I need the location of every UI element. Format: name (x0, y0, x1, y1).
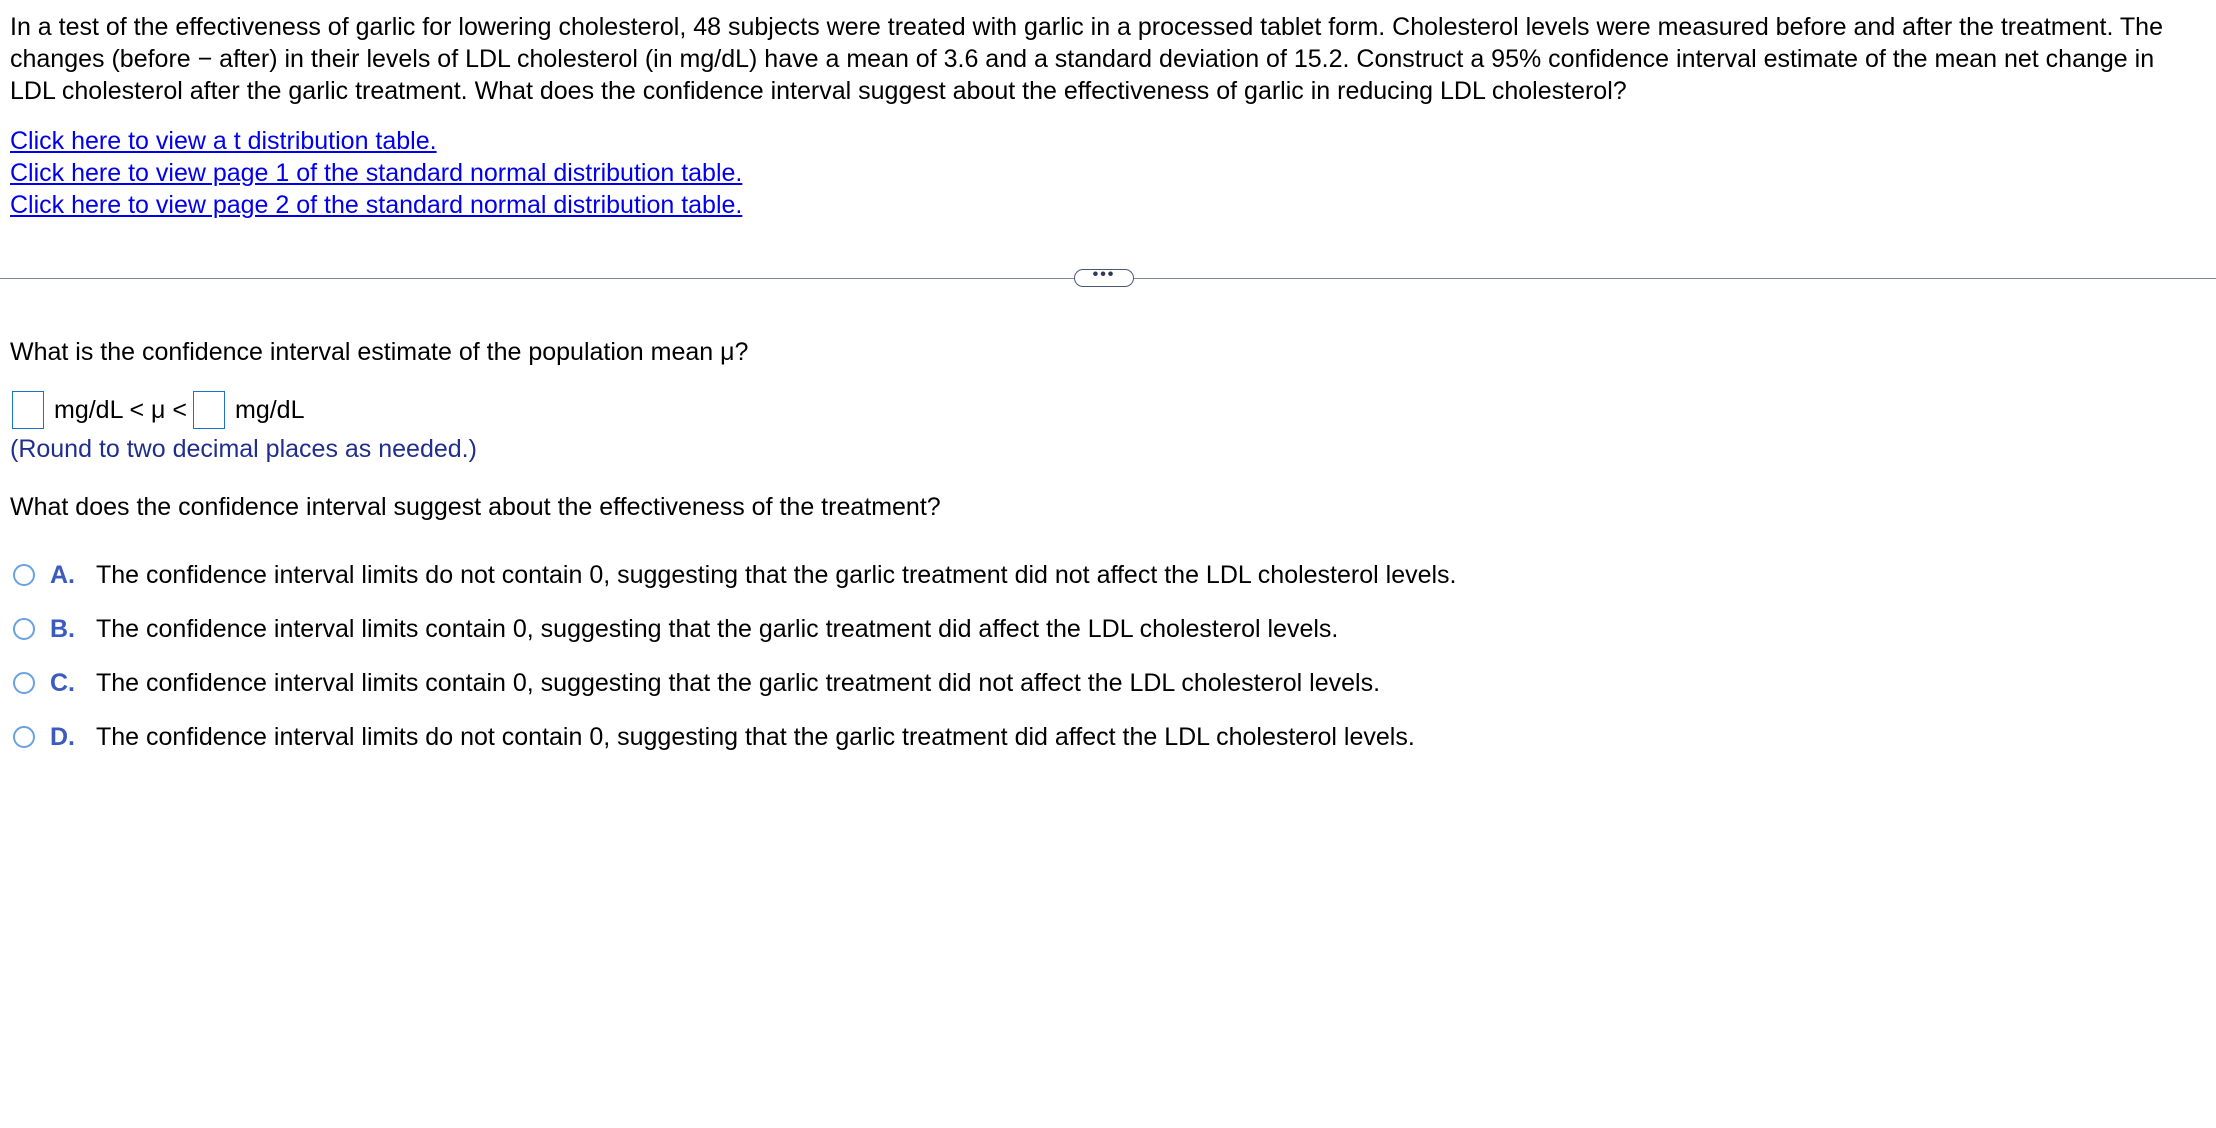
option-text: The confidence interval limits do not contain 0, suggesting that the garlic treatment did affect the LDL cholesterol levels. (96, 722, 1415, 751)
radio-button-icon[interactable] (13, 726, 35, 748)
reference-links (10, 125, 742, 221)
rounding-hint: (Round to two decimal places as needed.) (10, 435, 477, 463)
unit-label: mg/dL (235, 395, 305, 424)
option-letter: B. (50, 614, 75, 643)
t-distribution-table-link[interactable]: Click here to view a t distribution table. (10, 127, 437, 155)
problem-line: changes (before − after) in their levels of LDL cholesterol (in mg/dL) have a mean of 3.6 and a standard deviation of 15.2. Construct a 95% confidence interval estimate of the mean net change in (10, 45, 2155, 73)
problem-statement (10, 11, 2216, 107)
confidence-interval-row (12, 390, 310, 430)
option-text: The confidence interval limits contain 0, suggesting that the garlic treatment did affect the LDL cholesterol levels. (96, 614, 1339, 643)
option-letter: D. (50, 722, 75, 751)
option-c[interactable] (13, 667, 1457, 699)
upper-bound-input[interactable] (193, 391, 225, 429)
answer-options (13, 559, 1457, 775)
normal-table-page-2-link[interactable]: Click here to view page 2 of the standard normal distribution table. (10, 191, 743, 219)
option-text: The confidence interval limits contain 0, suggesting that the garlic treatment did not affect the LDL cholesterol levels. (96, 668, 1381, 697)
question-2-text: What does the confidence interval suggest about the effectiveness of the treatment? (10, 493, 941, 521)
radio-button-icon[interactable] (13, 672, 35, 694)
option-d[interactable] (13, 721, 1457, 753)
option-letter: A. (50, 560, 75, 589)
lower-bound-input[interactable] (12, 391, 44, 429)
radio-button-icon[interactable] (13, 564, 35, 586)
option-b[interactable] (13, 613, 1457, 645)
inequality-text: mg/dL < μ < (54, 395, 187, 424)
problem-line: In a test of the effectiveness of garlic for lowering cholesterol, 48 subjects were treated with garlic in a processed tablet form. Cholesterol levels were measured before and after the treatment. The (10, 13, 2163, 41)
option-text: The confidence interval limits do not contain 0, suggesting that the garlic treatment did not affect the LDL cholesterol levels. (96, 560, 1457, 589)
problem-line: LDL cholesterol after the garlic treatment. What does the confidence interval suggest about the effectiveness of garlic in reducing LDL cholesterol? (10, 77, 1627, 105)
normal-table-page-1-link[interactable]: Click here to view page 1 of the standard normal distribution table. (10, 159, 743, 187)
question-1-text: What is the confidence interval estimate of the population mean μ? (10, 338, 749, 366)
option-letter: C. (50, 668, 75, 697)
ellipsis-icon: ••• (1092, 266, 1116, 283)
expand-more-button[interactable] (1074, 266, 1134, 287)
radio-button-icon[interactable] (13, 618, 35, 640)
option-a[interactable] (13, 559, 1457, 591)
